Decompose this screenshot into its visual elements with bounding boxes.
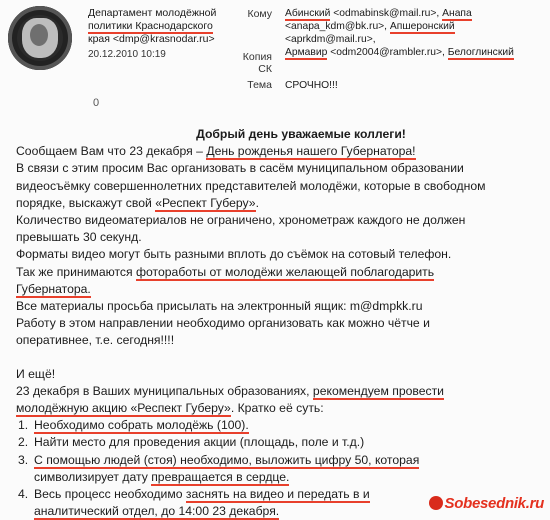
paragraph-date: Сообщаем Вам что 23 декабря – День рожденья нашего Губернатора!	[16, 144, 416, 159]
recipient-beloglinsky[interactable]: Белоглинский	[447, 47, 514, 58]
sender-name-line1: Департамент молодёжной	[88, 7, 217, 19]
list-item: 2. Найти место для проведения акции (площадь, поле и т.д.)	[18, 435, 365, 450]
paragraph-action: 23 декабря в Ваших муниципальных образованиях, рекомендуем провести молодёжную акцию «Респект Губеру». Кратко её суть:	[16, 383, 444, 416]
paragraph-formats: Форматы видео могут быть разными вплоть до съёмок на сотовый телефон.	[16, 247, 452, 262]
paragraph-more: И ещё!	[16, 366, 56, 381]
emblem-center	[30, 24, 48, 46]
recipient-apsheronsky[interactable]: Апшеронский	[389, 21, 455, 32]
to-label: Кому	[247, 8, 272, 20]
paragraph-quantity: Количество видеоматериалов не ограничено, хронометраж каждого не должен превышать 30 секунд.	[16, 213, 466, 245]
highlight-recommend: рекомендуем провести	[312, 383, 444, 398]
recipient-anapa[interactable]: Анапа	[442, 8, 472, 19]
watermark-ball-icon	[429, 496, 443, 510]
stray-mark: 0	[93, 97, 100, 109]
sent-date: 20.12.2010 10:19	[88, 49, 166, 60]
contact-email-link[interactable]: m@dmpkk.ru	[349, 299, 423, 314]
subject-value: СРОЧНО!!!	[285, 80, 338, 91]
cc-label: Копия	[242, 51, 272, 63]
highlight-photos: фотоработы от молодёжи желающей поблагодарить	[136, 264, 435, 279]
to-recipients[interactable]: Абинский <odmabinsk@mail.ru>, Анапа <anapa_kdm@bk.ru>, Апшеронский <aprkdm@mail.ru>, Армавир <odm2004@rambler.ru>, Белоглинский	[285, 8, 514, 58]
greeting: Добрый день уважаемые коллеги!	[196, 127, 406, 141]
list-item: 3. С помощью людей (стоя) необходимо, выложить цифру 50, которая символизирует дату превращается в сердце.	[18, 452, 420, 484]
email-header	[0, 0, 550, 125]
paragraph-urgency: Работу в этом направлении необходимо организовать как можно чётче и оперативнее, т.е. сегодня!!!!	[16, 316, 430, 348]
highlight-birthday: День рожденья нашего Губернатора!	[206, 144, 416, 159]
spacer	[16, 350, 546, 366]
paragraph-photos: Так же принимаются фотоработы от молодёжи желающей поблагодарить Губернатора.	[16, 264, 435, 296]
message-body	[16, 126, 546, 520]
sender-emblem-avatar	[8, 6, 72, 70]
sender-email: края <dmp@krasnodar.ru>	[88, 33, 215, 45]
highlight-governor: Губернатора.	[16, 281, 91, 296]
list-item: 1. Необходимо собрать молодёжь (100).	[18, 418, 249, 433]
subject-label: Тема	[247, 79, 272, 91]
highlight-action: молодёжную акцию «Респект Губеру»	[16, 401, 231, 416]
bcc-label: СК	[258, 63, 272, 75]
paragraph-email: Все материалы просьба присылать на электронный ящик: m@dmpkk.ru	[16, 299, 423, 314]
watermark-logo: Sobesednik.ru	[429, 495, 544, 512]
recipient-abinsky[interactable]: Абинский	[285, 8, 331, 19]
highlight-respect: «Респект Губеру»	[155, 195, 256, 210]
paragraph-request: В связи с этим просим Вас организовать в сасём муниципальном образовании видеосъёмку совершеннолетних представителей молодёжи, которые в свободном порядке, выскажут свой «Респект Губеру».	[16, 161, 486, 210]
sender-name-line2: политики Краснодарского	[88, 20, 213, 32]
recipient-armavir[interactable]: Армавир	[285, 47, 328, 58]
list-item: 4. Весь процесс необходимо заснять на видео и передать в и аналитический отдел, до 14:00 23 декабря.	[18, 487, 370, 519]
